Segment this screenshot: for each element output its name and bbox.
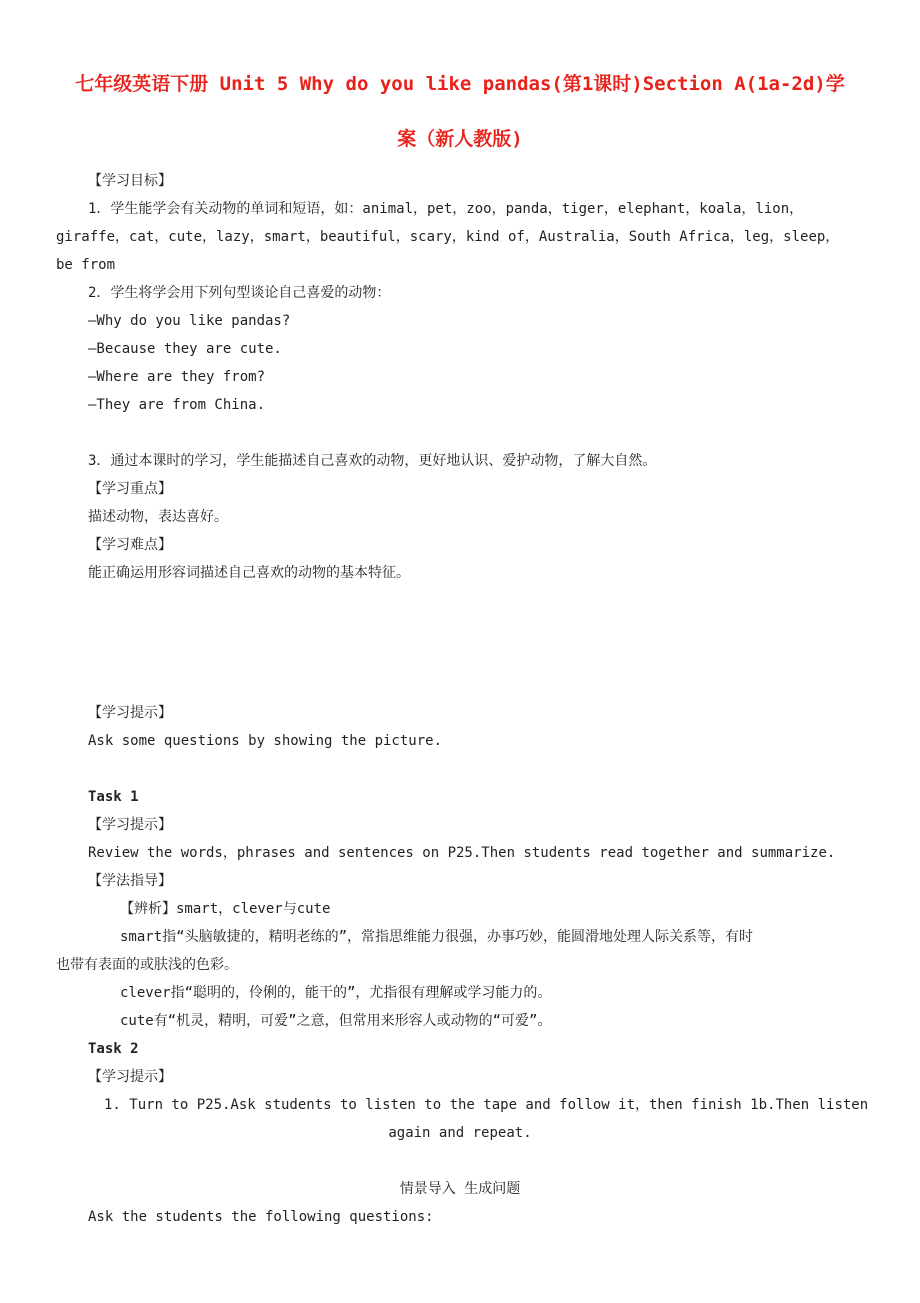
clever-line: clever指“聪明的，伶俐的，能干的”，尤指很有理解或学习能力的。	[120, 985, 552, 1001]
document-title-line-2: 案（新人教版)	[397, 128, 523, 150]
method-heading: 【学法指导】	[88, 873, 172, 889]
tip-text-2: Review the words，phrases and sentences on P25.Then students read together and summarize.	[88, 845, 836, 861]
dialog-line-1: —Why do you like pandas?	[88, 313, 291, 329]
dialog-line-2: —Because they are cute.	[88, 341, 282, 357]
step-1-line-1: 1. Turn to P25.Ask students to listen to the tape and follow it，then finish 1b.Then listen	[104, 1097, 869, 1113]
focus-text: 描述动物，表达喜好。	[88, 509, 228, 525]
scene-heading: 情景导入 生成问题	[399, 1181, 521, 1197]
goal-1-line-2: giraffe，cat，cute，lazy，smart，beautiful，scary，kind of，Australia，South Africa，leg，sleep，	[56, 229, 840, 245]
tip-heading-3: 【学习提示】	[88, 1069, 172, 1085]
smart-line-1: smart指“头脑敏捷的，精明老练的”，常指思维能力很强，办事巧妙，能圆滑地处理人际关系等，有时	[120, 929, 753, 945]
goal-3: 3．通过本课时的学习，学生能描述自己喜欢的动物，更好地认识、爱护动物，了解大自然。	[88, 453, 657, 469]
task-1-label: Task 1	[88, 789, 139, 805]
difficulty-text: 能正确运用形容词描述自己喜欢的动物的基本特征。	[88, 565, 410, 581]
tip-heading-2: 【学习提示】	[88, 817, 172, 833]
dialog-line-3: —Where are they from?	[88, 369, 266, 385]
cute-line: cute有“机灵，精明，可爱”之意，但常用来形容人或动物的“可爱”。	[120, 1013, 552, 1029]
dialog-line-4: —They are from China.	[88, 397, 266, 413]
goals-heading: 【学习目标】	[88, 173, 172, 189]
analysis-line: 【辨析】smart，clever与cute	[120, 901, 331, 917]
goal-1-line-1: 1．学生能学会有关动物的单词和短语，如：animal，pet，zoo，panda，tiger，elephant，koala，lion，	[88, 201, 804, 217]
smart-line-2: 也带有表面的或肤浅的色彩。	[56, 957, 238, 973]
goal-1-line-3: be from	[56, 257, 116, 273]
document-title-line-1: 七年级英语下册 Unit 5 Why do you like pandas(第1课时)Section A(1a-2d)学	[75, 73, 845, 95]
ask-line: Ask the students the following questions:	[88, 1209, 434, 1225]
task-2-label: Task 2	[88, 1041, 139, 1057]
difficulty-heading: 【学习难点】	[88, 537, 172, 553]
step-1-line-2: again and repeat.	[388, 1125, 532, 1141]
tip-heading-1: 【学习提示】	[88, 705, 172, 721]
tip-text-1: Ask some questions by showing the picture.	[88, 733, 443, 749]
focus-heading: 【学习重点】	[88, 481, 172, 497]
goal-2: 2．学生将学会用下列句型谈论自己喜爱的动物：	[88, 285, 391, 301]
